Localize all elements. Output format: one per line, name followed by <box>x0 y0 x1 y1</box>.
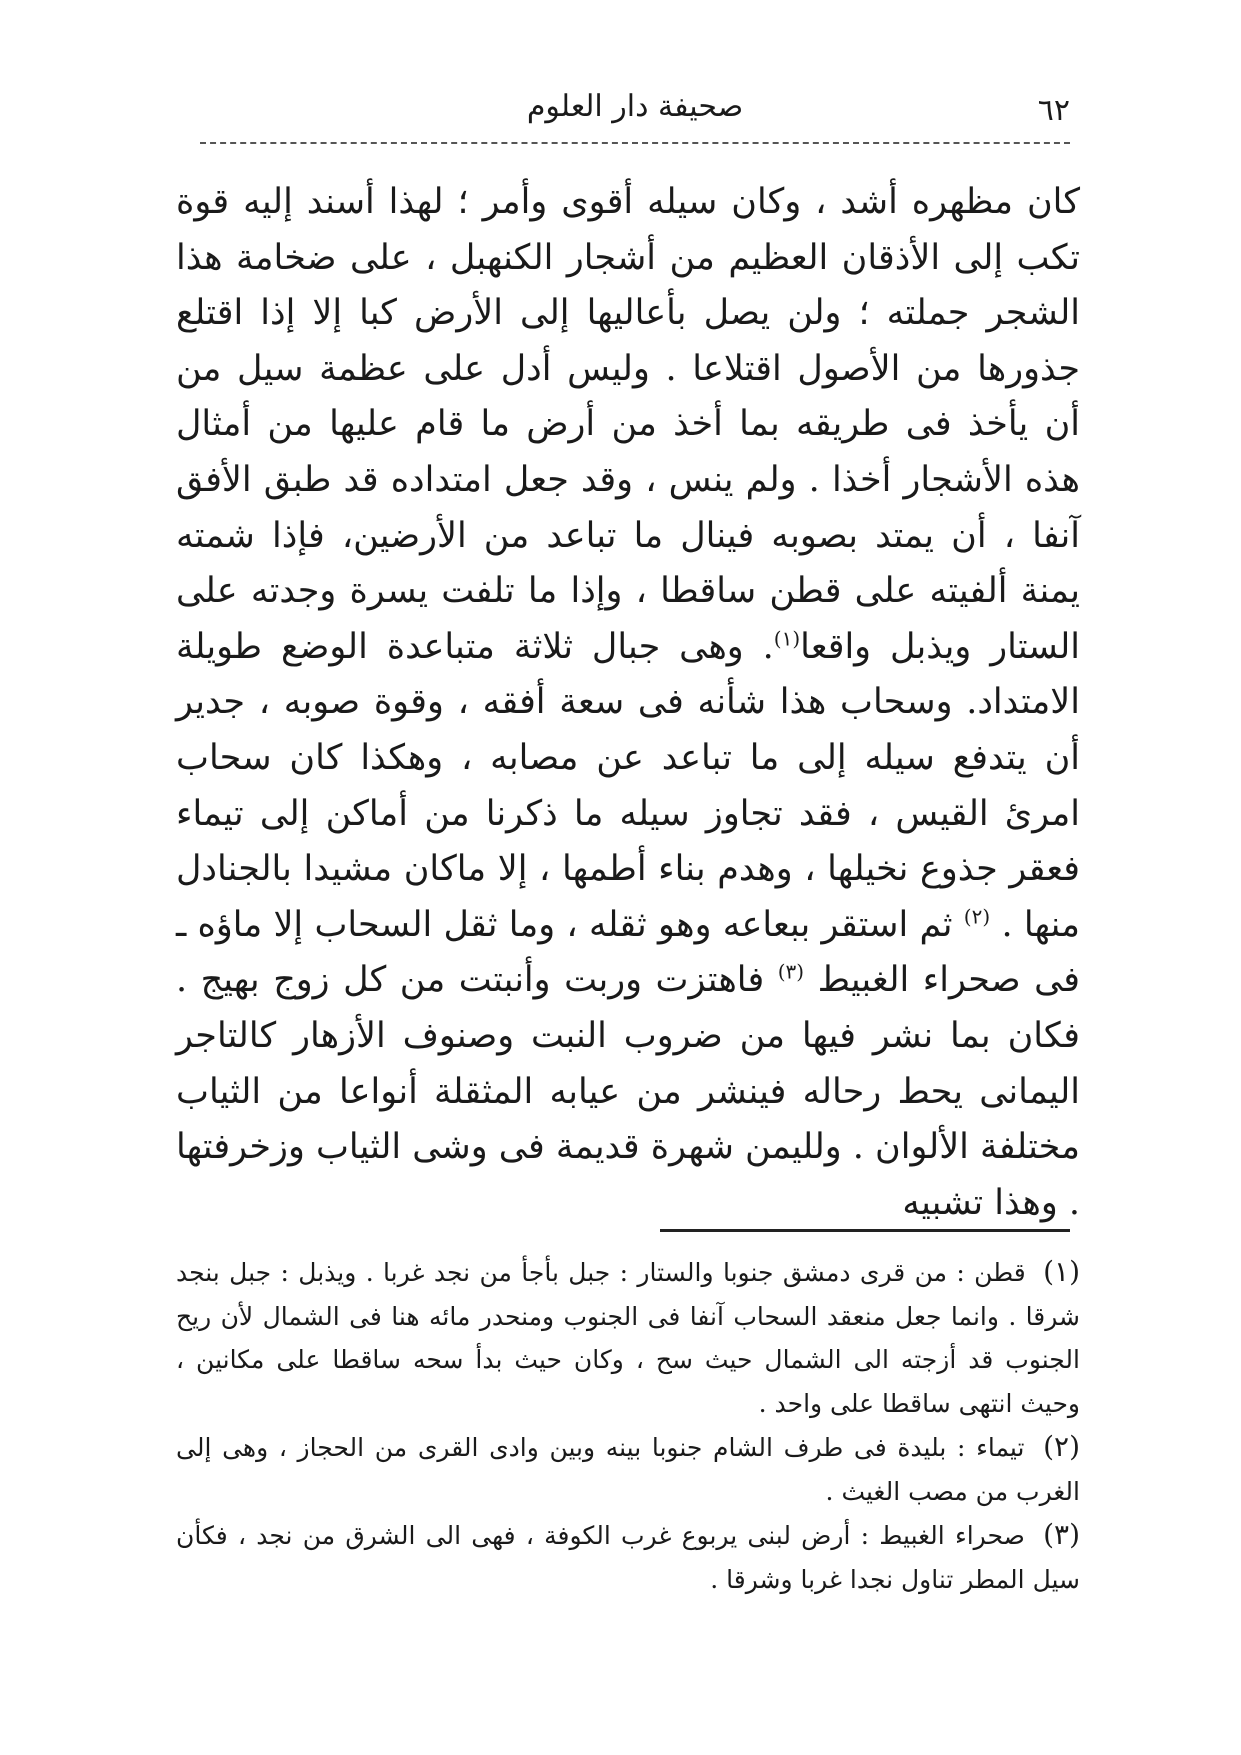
footnote-2 <box>176 1425 1080 1513</box>
footnote-number: (٣) <box>1043 1518 1080 1551</box>
body-text-segment: ثم استقر ببعاعه وهو ثقله ، وما ثقل السحاب إلا ماؤه ـ فى صحراء الغبيط <box>176 904 1080 1001</box>
footnotes-section <box>176 1250 1080 1601</box>
footnote-number: (١) <box>1043 1255 1080 1288</box>
footnote-number: (٢) <box>1043 1430 1080 1463</box>
header-divider <box>200 142 1070 144</box>
footnote-text: تيماء : بليدة فى طرف الشام جنوبا بينه وبين وادى القرى من الحجاز ، وهى إلى الغرب من مصب الغيث . <box>176 1433 1080 1506</box>
page-header <box>200 85 1070 135</box>
page-number: ٦٢ <box>1037 93 1070 128</box>
footnote-text: صحراء الغبيط : أرض لبنى يربوع غرب الكوفة ، فهى الى الشرق من نجد ، فكأن سيل المطر تناول نجدا غربا وشرقا . <box>176 1521 1080 1594</box>
footnote-3 <box>176 1513 1080 1601</box>
body-paragraph <box>176 175 1080 1231</box>
running-title: صحيفة دار العلوم <box>526 89 744 124</box>
body-text-segment: فاهتزت وربت وأنبتت من كل زوج بهيج . فكان بما نشر فيها من ضروب النبت وصنوف الأزهار كالتاجر اليمانى يحط رحاله فينشر من عيابه المثقلة أنواعا من الثياب مختلفة الألوان . ولليمن شهرة قديمة فى وشى الثياب وزخرفتها . وهذا تشبيه <box>176 960 1080 1223</box>
footnote-divider <box>660 1229 1070 1232</box>
footnote-reference-2[interactable]: (٢) <box>963 904 991 929</box>
footnote-text: قطن : من قرى دمشق جنوبا والستار : جبل بأجأ من نجد غربا . ويذبل : جبل بنجد شرقا . وانما جعل منعقد السحاب آنفا فى الجنوب ومنحدر مائه هنا فى الشمال لأن ريح الجنوب قد أزجته الى الشمال حيث سح ، وكان حيث بدأ سحه ساقطا على مكانين ، وحيث انتهى ساقطا على واحد . <box>176 1258 1080 1418</box>
body-text-segment: كان مظهره أشد ، وكان سيله أقوى وأمر ؛ لهذا أسند إليه قوة تكب إلى الأذقان العظيم من أشجار الكنهبل ، على ضخامة هذا الشجر جملته ؛ ولن يصل بأعاليها إلى الأرض كبا إلا إذا اقتلع جذورها من الأصول اقتلاعا . وليس أدل على عظمة سيل من أن يأخذ فى طريقه بما أخذ من أرض ما قام عليها من أمثال هذه الأشجار أخذا . ولم ينس ، وقد جعل امتداده قد طبق الأفق آنفا ، أن يمتد بصوبه فينال ما تباعد من الأرضين، فإذا شمته يمنة ألفيته على قطن ساقطا ، وإذا ما تلفت يسرة وجدته على الستار ويذبل واقعا <box>176 182 1080 667</box>
footnote-reference-3[interactable]: (٣) <box>777 959 805 984</box>
footnote-reference-1[interactable]: (١) <box>773 626 801 651</box>
footnote-1 <box>176 1250 1080 1425</box>
body-text-segment: . وهى جبال ثلاثة متباعدة الوضع طويلة الامتداد. وسحاب هذا شأنه فى سعة أفقه ، وقوة صوبه ، جدير أن يتدفع سيله إلى ما تباعد عن مصابه ، وهكذا كان سحاب امرئ القيس ، فقد تجاوز سيله ما ذكرنا من أماكن إلى تيماء فعقر جذوع نخيلها ، وهدم بناء أطمها ، إلا ماكان مشيدا بالجنادل منها . <box>176 626 1080 945</box>
main-text <box>176 175 1080 1231</box>
